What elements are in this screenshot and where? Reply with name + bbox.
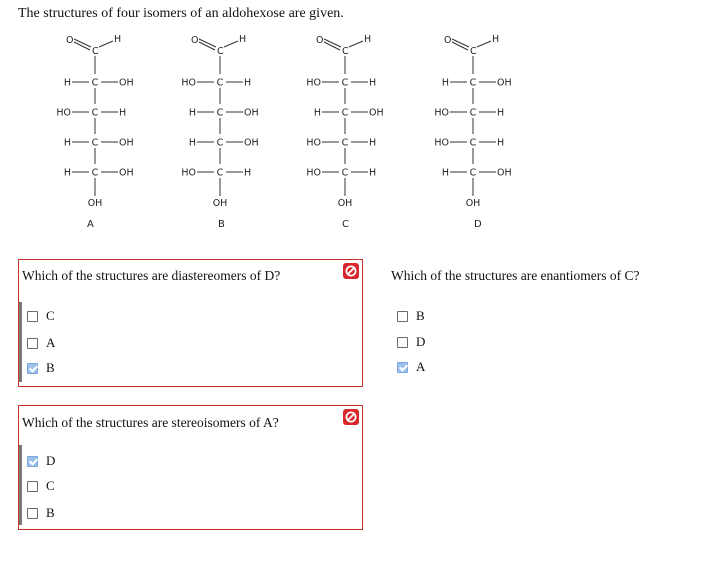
aldehyde-oxygen: O <box>66 35 74 46</box>
structure-d <box>428 30 528 213</box>
terminal-hydroxyl: OH <box>337 198 353 209</box>
question-3-marker <box>19 445 22 525</box>
q3-option-b[interactable] <box>27 506 55 520</box>
q1-option-label: C <box>46 308 55 323</box>
left-substituent: H <box>188 107 196 119</box>
carbon-atom: C <box>216 167 224 179</box>
question-1-marker <box>19 302 22 382</box>
right-substituent: OH <box>497 167 512 179</box>
checkbox-icon[interactable] <box>27 456 38 467</box>
bond <box>349 41 363 47</box>
aldehyde-oxygen: O <box>316 35 324 46</box>
aldehyde-hydrogen: H <box>492 34 500 45</box>
incorrect-icon <box>343 409 359 425</box>
right-substituent: H <box>497 137 505 149</box>
fischer-projection-b <box>175 30 275 210</box>
right-substituent: OH <box>244 107 259 119</box>
q1-option-label: B <box>46 360 55 375</box>
structure-label-c: C <box>342 219 349 230</box>
q1-option-c[interactable] <box>27 309 55 323</box>
q2-option-a[interactable] <box>397 360 425 374</box>
structure-label-a: A <box>87 219 94 230</box>
bond <box>99 41 113 47</box>
question-3-text: Which of the structures are stereoisomers of A? <box>22 415 279 430</box>
structure-b <box>175 30 275 213</box>
carbon-atom: C <box>341 167 349 179</box>
right-substituent: H <box>244 167 252 179</box>
carbon-atom: C <box>216 77 224 89</box>
structure-label-b: B <box>218 219 225 230</box>
checkbox-icon[interactable] <box>397 311 408 322</box>
aldehyde-hydrogen: H <box>239 34 247 45</box>
left-substituent: HO <box>306 167 321 179</box>
right-substituent: OH <box>497 77 512 89</box>
carbon-atom: C <box>91 167 99 179</box>
q2-option-label: B <box>416 308 425 323</box>
checkbox-icon[interactable] <box>27 338 38 349</box>
right-substituent: OH <box>119 77 134 89</box>
q3-option-label: C <box>46 478 55 493</box>
q2-option-label: D <box>416 334 426 349</box>
q3-option-label: D <box>46 453 56 468</box>
right-substituent: OH <box>119 167 134 179</box>
carbon-atom: C <box>469 167 477 179</box>
checkbox-icon[interactable] <box>397 362 408 373</box>
left-substituent: HO <box>434 107 449 119</box>
q2-option-label: A <box>416 359 426 374</box>
carbon-atom: C <box>91 77 99 89</box>
incorrect-icon <box>343 263 359 279</box>
checkbox-icon[interactable] <box>27 311 38 322</box>
carbon-atom: C <box>216 107 224 119</box>
left-substituent: HO <box>306 77 321 89</box>
terminal-hydroxyl: OH <box>212 198 228 209</box>
carbon-atom: C <box>341 77 349 89</box>
q1-option-label: A <box>46 335 56 350</box>
left-substituent: H <box>188 137 196 149</box>
aldehyde-carbon: C <box>217 46 224 57</box>
aldehyde-carbon: C <box>342 46 349 57</box>
left-substituent: H <box>63 77 71 89</box>
terminal-hydroxyl: OH <box>87 198 103 209</box>
left-substituent: HO <box>434 137 449 149</box>
aldehyde-hydrogen: H <box>114 34 122 45</box>
structure-a <box>50 30 150 213</box>
left-substituent: HO <box>56 107 71 119</box>
carbon-atom: C <box>341 107 349 119</box>
terminal-hydroxyl: OH <box>465 198 481 209</box>
right-substituent: OH <box>369 107 384 119</box>
carbon-atom: C <box>341 137 349 149</box>
right-substituent: H <box>119 107 127 119</box>
carbon-atom: C <box>469 137 477 149</box>
q3-option-d[interactable] <box>27 454 55 468</box>
aldehyde-oxygen: O <box>444 35 452 46</box>
carbon-atom: C <box>216 137 224 149</box>
right-substituent: H <box>369 77 377 89</box>
left-substituent: H <box>441 167 449 179</box>
right-substituent: H <box>369 167 377 179</box>
checkbox-icon[interactable] <box>397 337 408 348</box>
left-substituent: HO <box>306 137 321 149</box>
checkbox-icon[interactable] <box>27 481 38 492</box>
fischer-projection-a <box>50 30 150 210</box>
left-substituent: H <box>441 77 449 89</box>
q1-option-b[interactable] <box>27 361 55 375</box>
aldehyde-oxygen: O <box>191 35 199 46</box>
checkbox-icon[interactable] <box>27 363 38 374</box>
q3-option-label: B <box>46 505 55 520</box>
bond <box>224 41 238 47</box>
right-substituent: OH <box>119 137 134 149</box>
left-substituent: HO <box>181 167 196 179</box>
right-substituent: H <box>244 77 252 89</box>
carbon-atom: C <box>91 137 99 149</box>
question-2-text: Which of the structures are enantiomers of C? <box>391 268 640 283</box>
left-substituent: HO <box>181 77 196 89</box>
q2-option-b[interactable] <box>397 309 425 323</box>
fischer-projection-d <box>428 30 528 210</box>
structure-c <box>300 30 400 213</box>
fischer-projection-c <box>300 30 400 210</box>
right-substituent: OH <box>244 137 259 149</box>
aldehyde-carbon: C <box>470 46 477 57</box>
aldehyde-carbon: C <box>92 46 99 57</box>
question-1-text: Which of the structures are diastereomers of D? <box>22 268 281 283</box>
left-substituent: H <box>63 137 71 149</box>
q1-option-a[interactable] <box>27 336 55 350</box>
left-substituent: H <box>313 107 321 119</box>
intro-text: The structures of four isomers of an aldohexose are given. <box>18 6 344 21</box>
checkbox-icon[interactable] <box>27 508 38 519</box>
structure-label-d: D <box>474 219 482 230</box>
q3-option-c[interactable] <box>27 479 55 493</box>
q2-option-d[interactable] <box>397 335 425 349</box>
carbon-atom: C <box>469 77 477 89</box>
bond <box>477 41 491 47</box>
carbon-atom: C <box>91 107 99 119</box>
right-substituent: H <box>497 107 505 119</box>
carbon-atom: C <box>469 107 477 119</box>
left-substituent: H <box>63 167 71 179</box>
right-substituent: H <box>369 137 377 149</box>
aldehyde-hydrogen: H <box>364 34 372 45</box>
